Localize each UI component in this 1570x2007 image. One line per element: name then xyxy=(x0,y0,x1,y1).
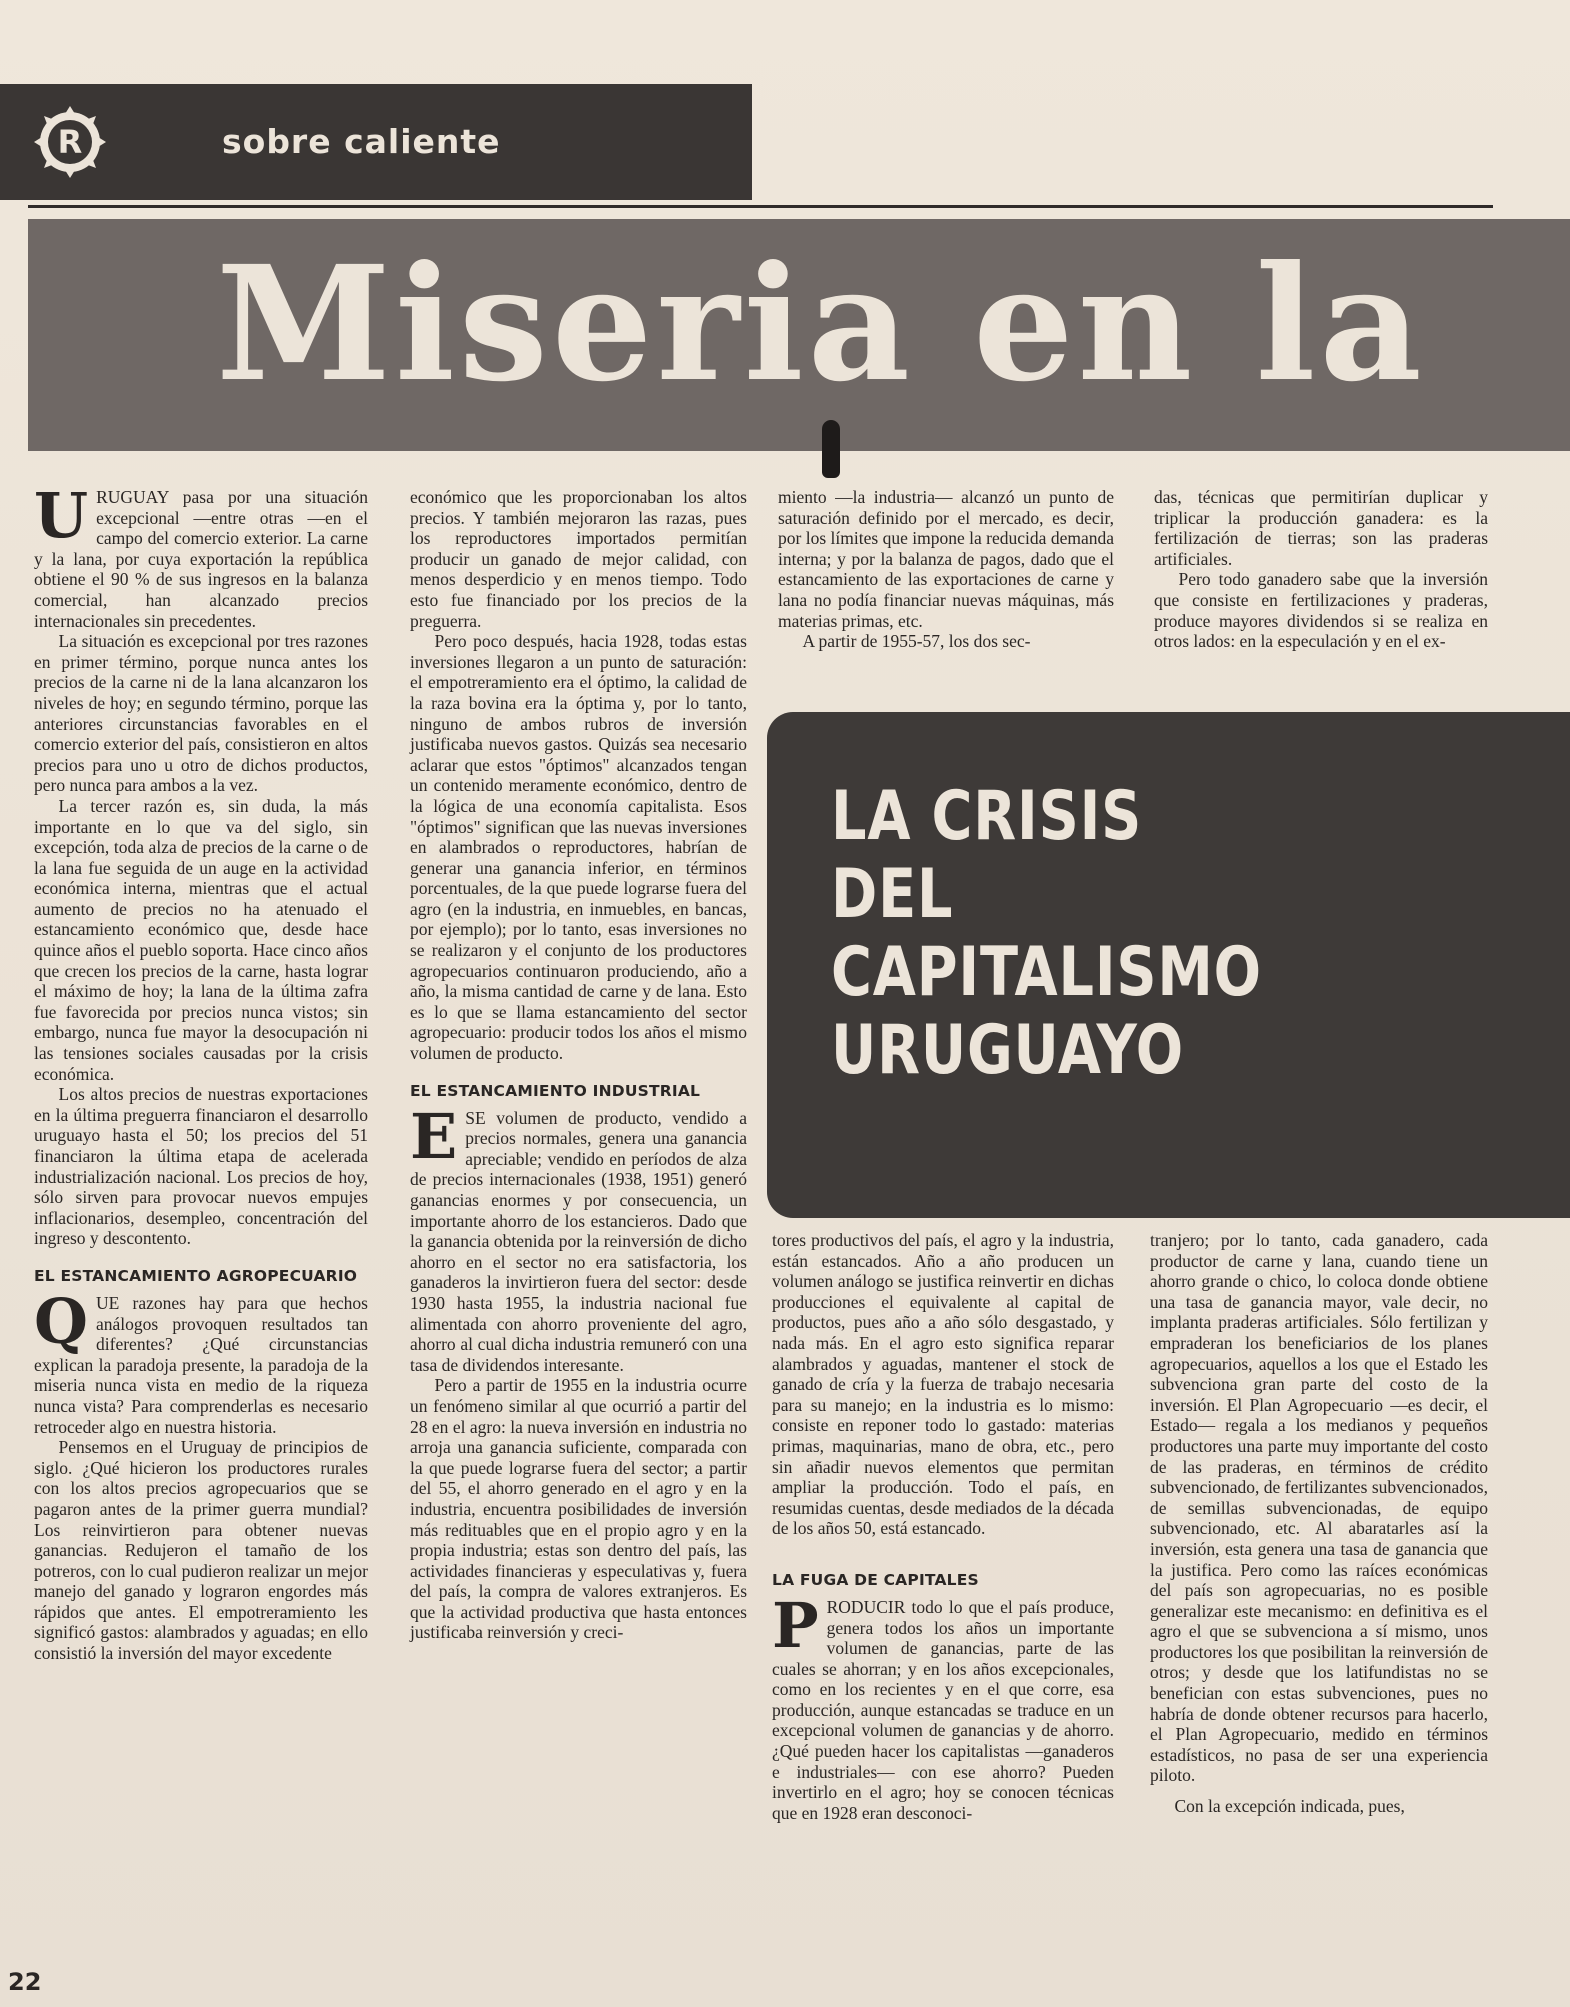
headline-band xyxy=(28,219,1570,451)
subheading: EL ESTANCAMIENTO AGROPECUARIO xyxy=(34,1266,358,1285)
section-banner xyxy=(0,84,752,200)
headline: Miseria en la xyxy=(216,232,1426,417)
feature-title xyxy=(831,778,1262,1090)
feature-title-line: DEL xyxy=(831,855,954,934)
paragraph: miento —la industria— alcanzó un punto de saturación definido por el mercado, es decir, por los límites que impone la reducida demanda interna; y por la balanza de pagos, dado que el estancamiento de las exportaciones de carne y lana no podía financiar nuevas máquinas, más materias primas, etc. xyxy=(778,487,1114,631)
r-logo-icon xyxy=(34,106,106,178)
paragraph xyxy=(772,1588,1114,1824)
subheading: LA FUGA DE CAPITALES xyxy=(772,1570,979,1589)
feature-title-line: URUGUAYO xyxy=(831,1011,1184,1090)
paragraph: Con la excepción indicada, pues, xyxy=(1174,1796,1405,1817)
paragraph: Pero poco después, hacia 1928, todas estas inversiones llegaron a un punto de saturación: el empotreramiento era el óptimo, la calidad de la raza bovina era la óptima y, por lo tanto, ninguno de ambos rubros de inversión justificaba nuevos gastos. Quizás sea necesario aclarar que estos "óptimos" alcanzados tengan un contenido meramente económico, dentro de la lógica de una economía capitalista. Esos "óptimos" significan que las nuevas inversiones en alambrados o reproductores, habrían de generar una ganancia inferior, en términos porcentuales, de la que puede lograrse fuera del agro (en la industria, en inmuebles, en bancas, por ejemplo); por lo tanto, esas inversiones no se realizaron y el conjunto de los productores agropecuarios continuaron produciendo, año a año, la misma cantidad de carne y de lana. Esto es lo que se llama estancamiento del sector agropecuario: producir todos los años el mismo volumen de producto. xyxy=(410,631,747,1064)
paragraph-text: RODUCIR todo lo que el país produce, genera todos los años un importante volumen de ganancias, parte de las cuales se ahorran; y en los años excepcionales, como en los recientes y en el que corre, esa producción, aunque estancadas se traduce en un excepcional volumen de ganancias y de ahorro. ¿Qué pueden hacer los capitalistas —ganaderos e industriales— con ese ahorro? Pueden invertirlo en el agro; hoy se conocen técnicas que en 1928 eran desconoci- xyxy=(772,1596,1114,1823)
paragraph-text: RUGUAY pasa por una situación excepcional —entre otras —en el campo del comercio exterior. La carne y la lana, por cuya exportación la república obtiene el 90 % de sus ingresos en la balanza comercial, han alcanzado precios internacionales sin precedentes. xyxy=(34,487,368,631)
ink-mark xyxy=(822,420,840,478)
paragraph: Pensemos en el Uruguay de principios de siglo. ¿Qué hicieron los productores rurales con los altos precios agropecuarios que se pagaron antes de la primer guerra mundial? Los reinvirtieron para obtener nuevas ganancias. Redujeron el tamaño de los potreros, con lo cual pudieron realizar un mejor manejo del ganado y lograron engordes más rápidos que antes. El empotreramiento les significó gastos: alambrados y aguadas; en ello consistió la inversión del mayor excedente xyxy=(34,1437,368,1664)
paragraph xyxy=(34,1284,368,1437)
feature-box xyxy=(767,712,1570,1218)
paragraph-text: SE volumen de producto, vendido a precios normales, genera una ganancia apreciable; vendido en períodos de alza de precios internacionales (1938, 1951) generó ganancias enormes y por consecuencia, un importante ahorro de los estancieros. Dado que la ganancia obtenida por la reinversión de dicho ahorro en el sector no era satisfactoria, los ganaderos la invirtieron fuera del sector: desde 1930 hasta 1955, la industria nacional fue alimentada con ahorro proveniente del agro, ahorro al cual dicha industria remuneró con una tasa de dividendos interesante. xyxy=(410,1107,747,1375)
top-rule xyxy=(28,205,1493,208)
logo-letter: R xyxy=(57,123,83,161)
paragraph: La tercer razón es, sin duda, la más importante en lo que va del siglo, sin excepción, toda alza de precios de la carne o de la lana fue seguida de un auge en la actividad económica interna, mientras que el actual aumento de precios no ha atenuado el estancamiento económico que, desde hace quince años el pueblo soporta. Hace cinco años que crecen los precios de la carne, hasta lograr el máximo de hoy; la lana de la última zafra fue favorecida por precios nunca vistos; sin embargo, nunca fue mayor la desocupación ni las tensiones sociales causadas por la crisis económica. xyxy=(34,795,368,1084)
drop-cap: P xyxy=(772,1588,819,1662)
feature-title-line: LA CRISIS xyxy=(831,777,1143,856)
feature-title-line: CAPITALISMO xyxy=(831,933,1262,1012)
column-4-top xyxy=(1154,487,1488,652)
section-title: sobre caliente xyxy=(222,122,501,161)
subheading: EL ESTANCAMIENTO INDUSTRIAL xyxy=(410,1081,701,1100)
paragraph-text: UE razones hay para que hechos análogos provoquen resultados tan diferentes? ¿Qué circunstancias explican la paradoja presente, la paradoja de la miseria nunca vista en medio de la riqueza nunca vista? Para comprenderlas es necesario retroceder algo en nuestra historia. xyxy=(34,1292,368,1437)
paragraph: Pero a partir de 1955 en la industria ocurre un fenómeno similar al que ocurrió a partir del 28 en el agro: la nueva inversión en industria no arroja una ganancia suficiente, comparada con la que puede lograrse fuera del sector; a partir del 55, el ahorro generado en el agro y en la industria, encuentra posibilidades de inversión más redituables que en el propio agro y en la propia industria; estas son dentro del país, las actividades financieras y especulativas y, fuera del país, la compra de valores extranjeros. Es que la actividad productiva que hasta entonces justificaba reinversión y creci- xyxy=(410,1375,747,1643)
paragraph: tores productivos del país, el agro y la industria, están estancados. Año a año producen un volumen análogo se justifica reinvertir en dichas producciones el equivalente al capital de productos, pues año a año sólo desgastado, y nada más. En el agro esto significa reparar alambrados y aguadas, mantener el stock de ganado de cría y la fuerza de trabajo necesaria para su manejo; en la industria es lo mismo: consiste en reponer todo lo gastado: materias primas, maquinarias, mano de obra, etc., pero sin añadir nuevos elementos que permitan ampliar la producción. Todo el país, en resumidas cuentas, desde mediados de la década de los años 50, está estancado. xyxy=(772,1230,1114,1539)
paragraph: A partir de 1955-57, los dos sec- xyxy=(802,631,1031,652)
paragraph: La situación es excepcional por tres razones en primer término, porque nunca antes los precios de la carne ni de la lana alcanzaron los niveles de hoy; en segundo término, porque las anteriores circunstancias favorables en el comercio exterior del país, consistieron en altos precios para uno u otro de dichos productos, pero nunca para ambos a la vez. xyxy=(34,631,368,796)
paragraph: Los altos precios de nuestras exportaciones en la última preguerra financiaron el desarrollo uruguayo hasta el 50; los precios del 51 financiaron la última etapa de acelerada industrialización nacional. Los precios de hoy, sólo sirven para provocar nuevos empujes inflacionarios, desempleo, concentración del ingreso y descontento. xyxy=(34,1084,368,1249)
page-number: 22 xyxy=(8,1968,42,1996)
column-3-bottom xyxy=(772,1230,1114,1823)
drop-cap: E xyxy=(410,1099,458,1173)
drop-cap: Q xyxy=(34,1284,89,1358)
paragraph: tranjero; por lo tanto, cada ganadero, cada productor de carne y lana, cuando tiene un ahorro grande o chico, lo coloca donde obtiene una tasa de ganancia mayor, vale decir, no implanta praderas artificiales. Sólo fertilizan y empraderan los beneficiarios de los planes agropecuarios, aquellos a los que el Estado les subvenciona gran parte del costo de la inversión. El Plan Agropecuario —es decir, el Estado— regala a los medianos y pequeños productores una parte muy importante del costo de las praderas, en términos de crédito subvencionado, de fertilizantes subvencionados, de semillas subvencionadas, de equipo subvencionado, etc. Al abaratarles así la inversión, esta genera una tasa de ganancia que la justifica. Pero como las raíces económicas del país son agropecuarias, no es posible generalizar este mecanismo: en definitiva es el agro el que se subvenciona a sí mismo, unos productores los que posibilitan la reinversión de otros; y desde que los latifundistas no se benefician con estas subvenciones, pues no habría de donde obtener recursos para hacerlo, el Plan Agropecuario, medido en términos estadísticos, no pasa de ser una experiencia piloto. xyxy=(1150,1230,1488,1786)
paragraph xyxy=(34,479,368,631)
column-3-top xyxy=(778,487,1114,652)
column-4-bottom xyxy=(1150,1230,1488,1817)
paragraph: das, técnicas que permitirían duplicar y triplicar la producción ganadera: es la fertilización de tierras; son las praderas artificiales. xyxy=(1154,487,1488,569)
paragraph xyxy=(410,1099,747,1376)
column-2 xyxy=(410,487,747,1643)
paragraph: económico que les proporcionaban los altos precios. Y también mejoraron las razas, pues los reproductores importados permitían producir un ganado de mejor calidad, con menos desperdicio y en menos tiempo. Todo esto fue financiado por los precios de la preguerra. xyxy=(410,487,747,631)
drop-cap: U xyxy=(34,479,89,552)
paragraph: Pero todo ganadero sabe que la inversión que consiste en fertilizaciones y praderas, produce mayores dividendos si se realiza en otros lados: en la especulación y en el ex- xyxy=(1154,569,1488,652)
column-1 xyxy=(34,479,368,1664)
